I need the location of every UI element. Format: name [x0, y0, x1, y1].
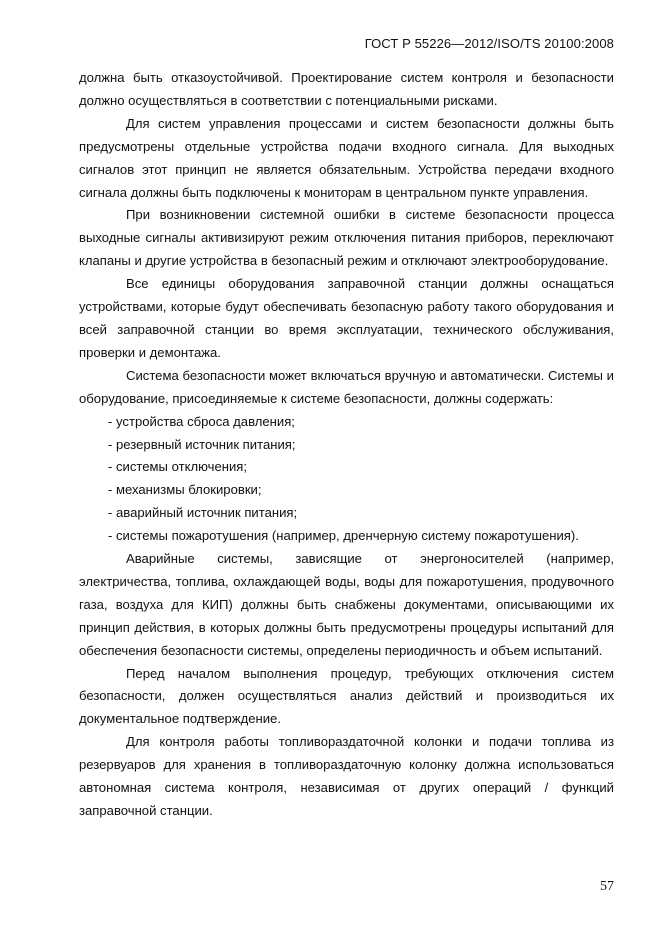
safety-equipment-list: [79, 411, 614, 548]
paragraph-dispenser-control: Для контроля работы топливораздаточной колонки и подачи топлива из резервуаров для хранения в топливораздаточную колонку должна использоваться автономная система контроля, независимая от других операций / функций заправочной станции.: [79, 734, 614, 818]
list-item: - системы отключения;: [108, 459, 248, 475]
list-item: - устройства сброса давления;: [108, 413, 295, 429]
paragraph-emergency-systems: Аварийные системы, зависящие от энергоносителей (например, электричества, топлива, охлаждающей воды, воды для пожаротушения, продувочного газа, воздуха для КИП) должны быть снабжены документами, описывающими их принцип действия, в которых должны быть предусмотрены процедуры испытаний для обеспечения безопасности системы, определены периодичность и объем испытаний.: [79, 551, 614, 658]
page-number: 57: [600, 879, 614, 894]
paragraph-continuation: должна быть отказоустойчивой. Проектирование систем контроля и безопасности должно осуществляться в соответствии с потенциальными рисками.: [79, 70, 614, 108]
document-body: [79, 67, 614, 823]
list-item: - механизмы блокировки;: [108, 482, 262, 498]
paragraph-safety-system: Система безопасности может включаться вручную и автоматически. Системы и оборудование, присоединяемые к системе безопасности, должны содержать:: [79, 367, 614, 406]
paragraph-system-error: При возникновении системной ошибки в системе безопасности процесса выходные сигналы активизируют режим отключения питания приборов, переключают клапаны и другие устройства в безопасный режим и отключают электрооборудование.: [79, 207, 614, 269]
paragraph-equipment-safety: Все единицы оборудования заправочной станции должны оснащаться устройствами, которые будут обеспечивать безопасную работу такого оборудования и всей заправочной станции во время эксплуатации, технического обслуживания, проверки и демонтажа.: [79, 276, 614, 360]
list-item: - резервный источник питания;: [108, 436, 296, 452]
list-item: - системы пожаротушения (например, дренчерную систему пожаротушения).: [108, 528, 579, 544]
list-item: - аварийный источник питания;: [108, 505, 298, 521]
paragraph-input-signals: Для систем управления процессами и систем безопасности должны быть предусмотрены отдельные устройства подачи входного сигнала. Для выходных сигналов этот принцип не является обязательным. Устройства передачи входного сигнала должны быть подключены к мониторам в центральном пункте управления.: [79, 115, 614, 200]
document-header: ГОСТ Р 55226—2012/ISO/TS 20100:2008: [364, 36, 614, 51]
paragraph-procedures: Перед началом выполнения процедур, требующих отключения систем безопасности, должен осуществляться анализ действий и производиться их документальное подтверждение.: [79, 665, 614, 727]
